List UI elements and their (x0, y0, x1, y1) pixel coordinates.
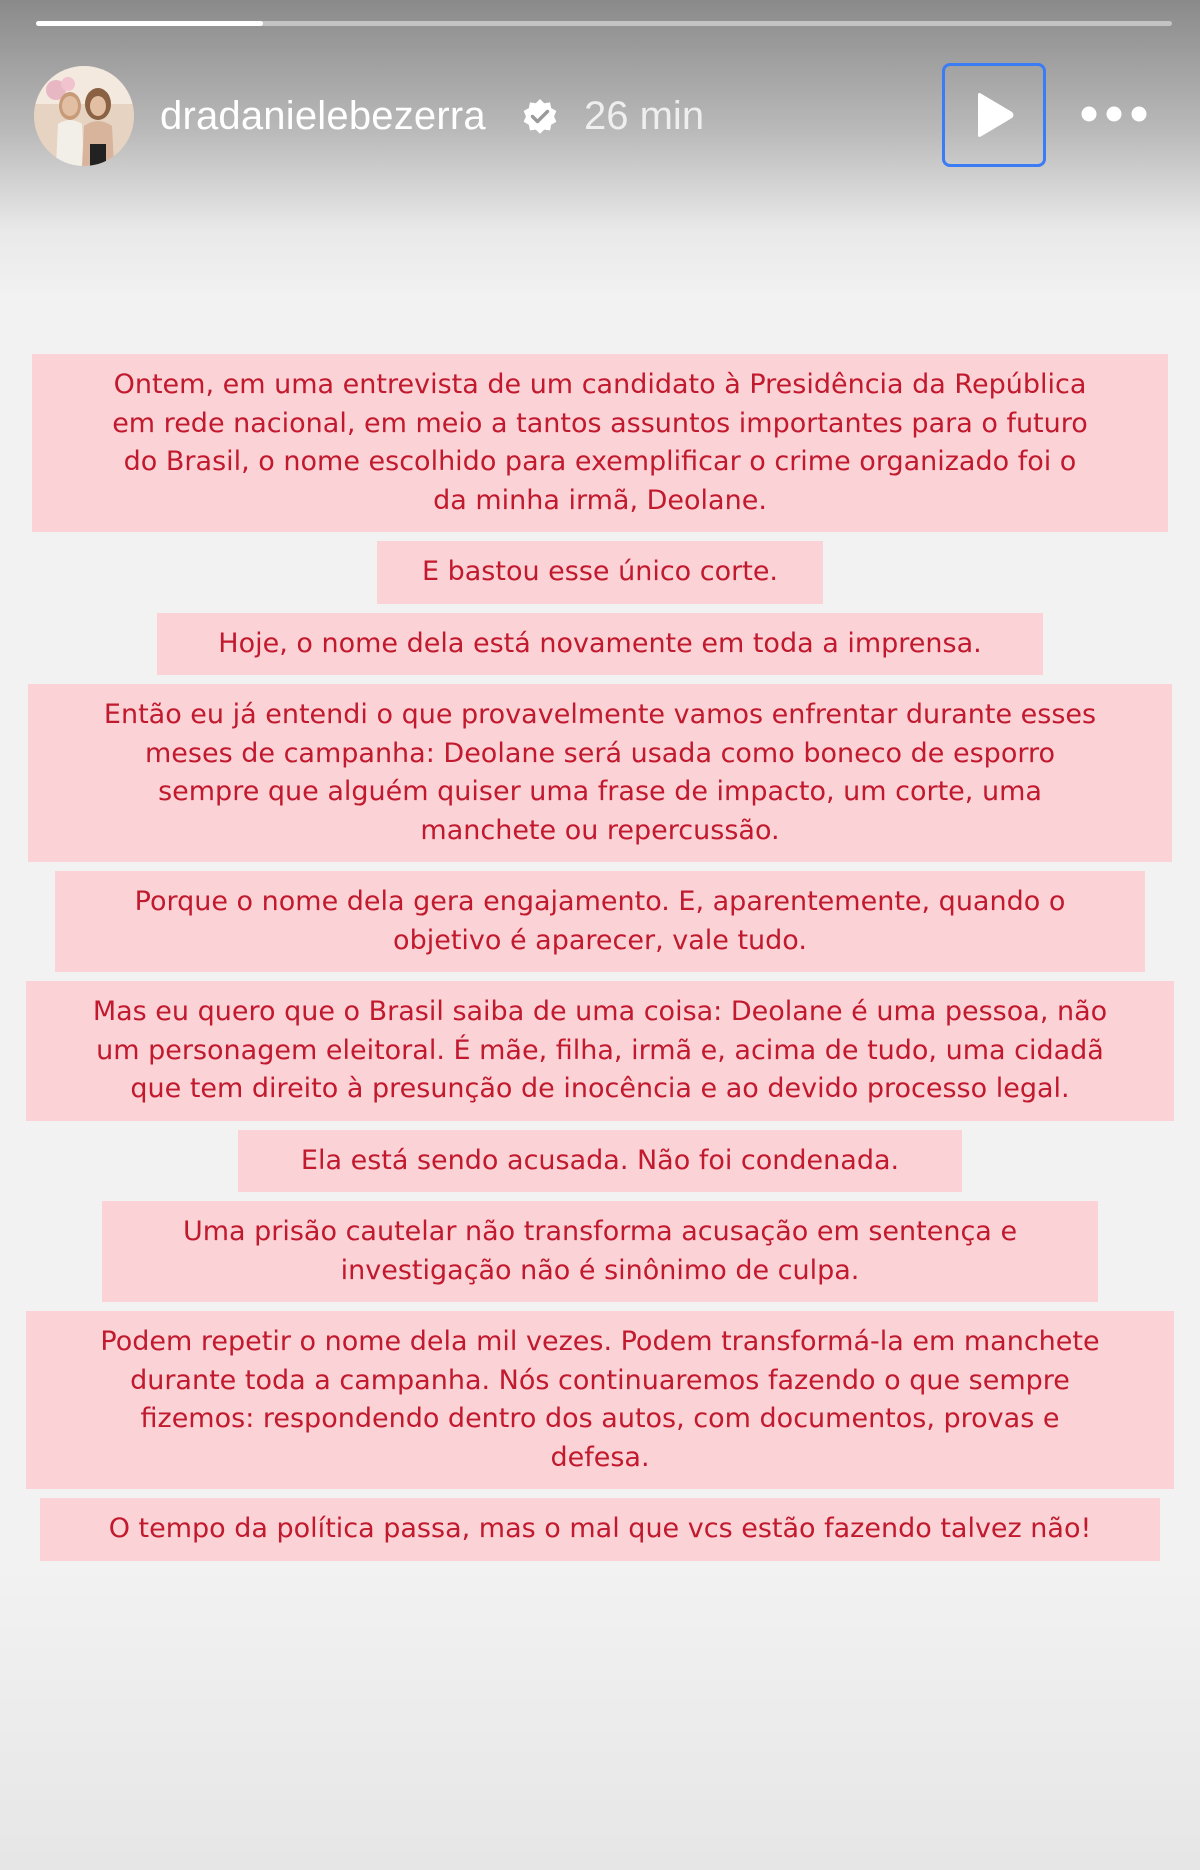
story-progress-bar (36, 21, 1172, 26)
text-block: E bastou esse único corte. (377, 541, 823, 604)
text-block: Mas eu quero que o Brasil saiba de uma coisa: Deolane é uma pessoa, não um personagem eleitoral. É mãe, filha, irmã e, acima de tudo, uma cidadã que tem direito à presunção de inocência e ao devido processo legal. (26, 981, 1174, 1121)
more-options-button[interactable] (1074, 92, 1154, 136)
text-block: Ontem, em uma entrevista de um candidato à Presidência da República em rede nacional, em meio a tantos assuntos importantes para o futuro do Brasil, o nome escolhido para exemplificar o crime organizado foi o da minha irmã, Deolane. (32, 354, 1168, 532)
verified-badge-icon (520, 97, 560, 137)
username[interactable]: dradanielebezerra (160, 94, 486, 138)
text-block: Hoje, o nome dela está novamente em toda a imprensa. (157, 613, 1043, 676)
avatar[interactable] (34, 66, 134, 166)
story-text-stack (0, 354, 1200, 1570)
story-timestamp: 26 min (584, 94, 705, 138)
text-block: O tempo da política passa, mas o mal que vcs estão fazendo talvez não! (40, 1498, 1160, 1561)
play-icon (972, 91, 1016, 139)
more-options-icon (1079, 104, 1149, 124)
text-block: Ela está sendo acusada. Não foi condenada. (238, 1130, 962, 1193)
story-header (34, 66, 1170, 170)
story-progress-fill (36, 21, 263, 26)
text-block: Porque o nome dela gera engajamento. E, aparentemente, quando o objetivo é aparecer, vale tudo. (55, 871, 1145, 972)
text-block: Então eu já entendi o que provavelmente vamos enfrentar durante esses meses de campanha: Deolane será usada como boneco de esporro sempre que alguém quiser uma frase de impacto, um corte, uma manchete ou repercussão. (28, 684, 1172, 862)
text-block: Podem repetir o nome dela mil vezes. Podem transformá-la em manchete durante toda a campanha. Nós continuaremos fazendo o que sempre fizemos: respondendo dentro dos autos, com documentos, provas e defesa. (26, 1311, 1174, 1489)
play-button[interactable] (942, 63, 1046, 167)
text-block: Uma prisão cautelar não transforma acusação em sentença e investigação não é sinônimo de culpa. (102, 1201, 1098, 1302)
